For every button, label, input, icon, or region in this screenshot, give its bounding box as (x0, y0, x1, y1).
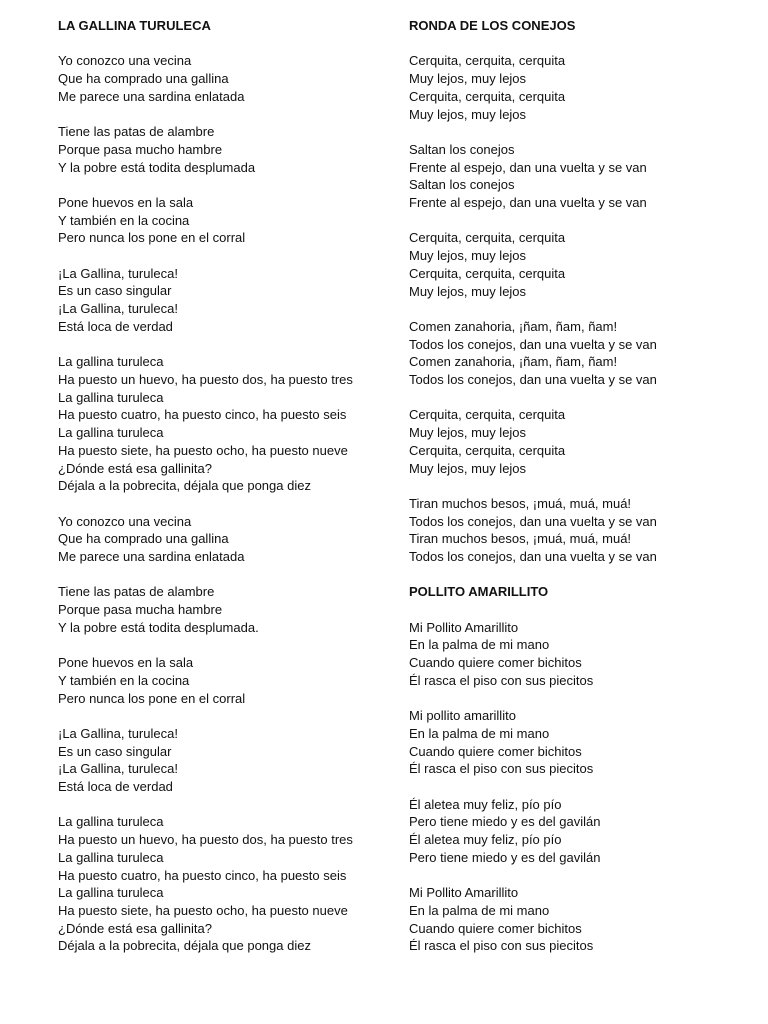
stanza (409, 796, 738, 867)
lyric-line: Y también en la cocina (58, 672, 190, 688)
lyric-line: Muy lejos, muy lejos (409, 248, 527, 264)
stanza (58, 654, 409, 707)
song-pollito-amarillito (409, 583, 738, 955)
lyric-line: Pero tiene miedo y es del gavilán (409, 849, 601, 865)
lyric-line: ¿Dónde está esa gallinita? (58, 460, 212, 476)
lyrics-page (58, 17, 738, 955)
stanza (58, 583, 409, 636)
lyric-line: Tiene las patas de alambre (58, 124, 215, 140)
lyric-line: Tiran muchos besos, ¡muá, muá, muá! (409, 531, 632, 547)
lyric-line: Déjala a la pobrecita, déjala que ponga diez (58, 478, 311, 494)
lyric-line: Está loca de verdad (58, 779, 173, 795)
lyric-line: Cuando quiere comer bichitos (409, 920, 582, 936)
lyric-line: Frente al espejo, dan una vuelta y se van (409, 195, 647, 210)
stanza (409, 52, 738, 123)
lyric-line: Él rasca el piso con sus piecitos (409, 938, 594, 954)
lyric-line: En la palma de mi mano (409, 902, 550, 918)
lyric-line: Es un caso singular (58, 283, 172, 299)
lyric-line: Todos los conejos, dan una vuelta y se van (409, 372, 657, 387)
stanza (409, 495, 738, 566)
lyric-line: Ha puesto un huevo, ha puesto dos, ha puesto tres (58, 832, 353, 848)
stanza (58, 513, 409, 566)
lyric-line: La gallina turuleca (58, 354, 164, 370)
lyric-line: Y la pobre está todita desplumada (58, 159, 256, 175)
lyric-line: Él aletea muy feliz, pío pío (409, 796, 562, 812)
lyric-line: Mi Pollito Amarillito (409, 885, 519, 901)
lyric-line: Ha puesto siete, ha puesto ocho, ha puesto nueve (58, 903, 348, 918)
lyric-line: Muy lejos, muy lejos (409, 71, 527, 87)
stanza (58, 353, 409, 495)
stanza (58, 725, 409, 796)
lyric-line: La gallina turuleca (58, 849, 164, 865)
lyric-line: Tiene las patas de alambre (58, 584, 215, 600)
lyric-line: En la palma de mi mano (409, 725, 550, 741)
lyric-line: En la palma de mi mano (409, 637, 550, 653)
stanza (409, 229, 738, 300)
stanza (58, 265, 409, 336)
lyric-line: Es un caso singular (58, 743, 172, 759)
lyric-line: ¡La Gallina, turuleca! (58, 761, 178, 777)
stanza (409, 884, 738, 955)
lyric-line: Tiran muchos besos, ¡muá, muá, muá! (409, 495, 632, 511)
lyric-line: Que ha comprado una gallina (58, 71, 229, 87)
lyric-line: Me parece una sardina enlatada (58, 88, 245, 104)
stanza (409, 619, 738, 690)
left-column (58, 17, 409, 955)
stanza (409, 707, 738, 778)
lyric-line: Cuando quiere comer bichitos (409, 743, 582, 759)
lyric-line: Cerquita, cerquita, cerquita (409, 53, 566, 69)
lyric-line: Pone huevos en la sala (58, 655, 194, 671)
lyric-line: Está loca de verdad (58, 318, 173, 334)
lyric-line: Yo conozco una vecina (58, 513, 192, 529)
stanza (58, 52, 409, 105)
lyric-line: Frente al espejo, dan una vuelta y se van (409, 159, 647, 175)
lyric-line: Cerquita, cerquita, cerquita (409, 407, 566, 423)
lyric-line: Y la pobre está todita desplumada. (58, 619, 259, 635)
lyric-line: Cerquita, cerquita, cerquita (409, 88, 566, 104)
lyric-line: Cerquita, cerquita, cerquita (409, 230, 566, 246)
lyric-line: Cerquita, cerquita, cerquita (409, 442, 566, 458)
lyric-line: La gallina turuleca (58, 389, 164, 405)
lyric-line: La gallina turuleca (58, 425, 164, 441)
lyric-line: Todos los conejos, dan una vuelta y se van (409, 549, 657, 564)
lyric-line: Él rasca el piso con sus piecitos (409, 761, 594, 777)
lyric-line: ¡La Gallina, turuleca! (58, 301, 178, 317)
stanza (58, 123, 409, 176)
lyric-line: Yo conozco una vecina (58, 53, 192, 69)
lyric-line: Pone huevos en la sala (58, 194, 194, 210)
lyric-line: Todos los conejos, dan una vuelta y se van (409, 513, 657, 529)
lyric-line: Todos los conejos, dan una vuelta y se van (409, 336, 657, 352)
lyric-line: Comen zanahoria, ¡ñam, ñam, ñam! (409, 318, 618, 334)
lyric-line: Que ha comprado una gallina (58, 531, 229, 547)
stanza (409, 318, 738, 389)
lyric-line: ¿Dónde está esa gallinita? (58, 920, 212, 936)
lyric-line: Saltan los conejos (409, 177, 515, 193)
lyric-line: Mi Pollito Amarillito (409, 619, 519, 635)
lyric-line: Ha puesto cuatro, ha puesto cinco, ha puesto seis (58, 867, 347, 883)
lyric-line: Y también en la cocina (58, 212, 190, 228)
lyric-line: Él aletea muy feliz, pío pío (409, 832, 562, 848)
lyric-line: Porque pasa mucha hambre (58, 602, 223, 618)
lyric-line: Muy lejos, muy lejos (409, 283, 527, 299)
song-title: POLLITO AMARILLITO (409, 584, 549, 600)
lyric-line: Pero tiene miedo y es del gavilán (409, 814, 601, 830)
lyric-line: Cerquita, cerquita, cerquita (409, 265, 566, 281)
song-title: LA GALLINA TURULECA (58, 18, 211, 33)
lyric-line: ¡La Gallina, turuleca! (58, 265, 178, 281)
lyric-line: Saltan los conejos (409, 141, 515, 157)
song-ronda-de-los-conejos (409, 17, 738, 566)
stanza (58, 194, 409, 247)
lyric-line: Ha puesto cuatro, ha puesto cinco, ha puesto seis (58, 407, 347, 423)
lyric-line: Comen zanahoria, ¡ñam, ñam, ñam! (409, 354, 618, 370)
lyric-line: Pero nunca los pone en el corral (58, 690, 246, 706)
stanza (409, 406, 738, 477)
lyric-line: Muy lejos, muy lejos (409, 460, 527, 476)
lyric-line: Ha puesto un huevo, ha puesto dos, ha puesto tres (58, 371, 353, 387)
lyric-line: Me parece una sardina enlatada (58, 549, 245, 564)
lyric-line: La gallina turuleca (58, 814, 164, 830)
lyric-line: Déjala a la pobrecita, déjala que ponga diez (58, 938, 311, 954)
lyric-line: Él rasca el piso con sus piecitos (409, 672, 594, 688)
lyric-line: Muy lejos, muy lejos (409, 425, 527, 441)
lyric-line: Mi pollito amarillito (409, 708, 516, 724)
lyric-line: Cuando quiere comer bichitos (409, 655, 582, 671)
stanza (409, 141, 738, 212)
lyric-line: La gallina turuleca (58, 885, 164, 901)
song-la-gallina-turuleca (58, 17, 409, 955)
lyric-line: Ha puesto siete, ha puesto ocho, ha puesto nueve (58, 442, 348, 458)
lyric-line: ¡La Gallina, turuleca! (58, 725, 178, 741)
song-title: RONDA DE LOS CONEJOS (409, 18, 576, 33)
lyric-line: Pero nunca los pone en el corral (58, 230, 246, 246)
stanza (58, 813, 409, 955)
lyric-line: Muy lejos, muy lejos (409, 106, 527, 122)
right-column (409, 17, 738, 955)
lyric-line: Porque pasa mucho hambre (58, 141, 223, 157)
